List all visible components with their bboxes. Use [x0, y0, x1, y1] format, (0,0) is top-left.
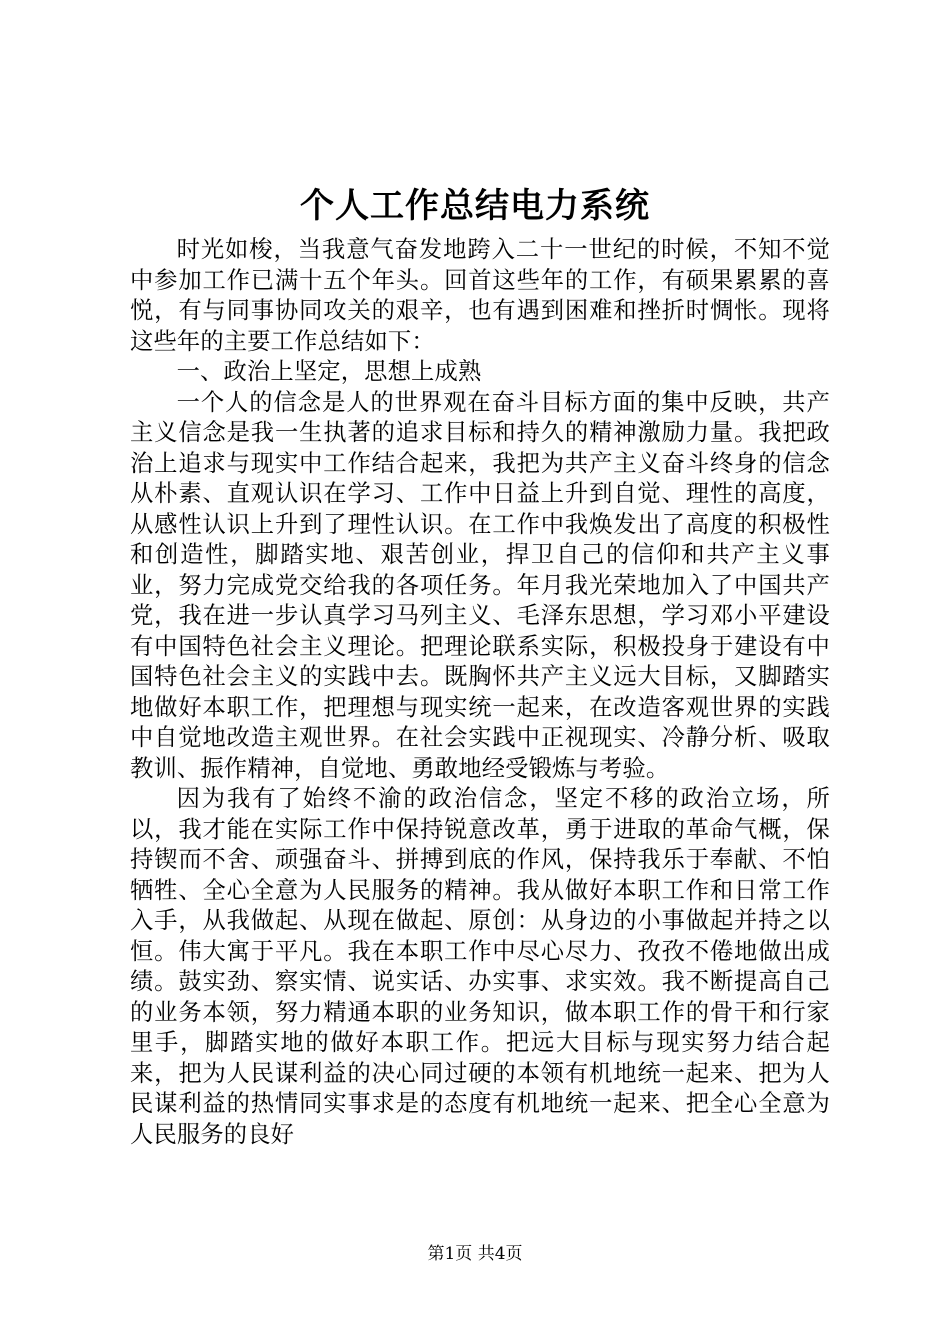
document-body [130, 235, 830, 1150]
paragraph-belief: 一个人的信念是人的世界观在奋斗目标方面的集中反映，共产主义信念是我一生执著的追求目标和持久的精神激励力量。我把政治上追求与现实中工作结合起来，我把为共产主义奋斗终身的信念从朴素、直观认识在学习、工作中日益上升到自觉、理性的高度，从感性认识上升到了理性认识。在工作中我焕发出了高度的积极性和创造性，脚踏实地、艰苦创业，捍卫自己的信仰和共产主义事业，努力完成党交给我的各项任务。年月我光荣地加入了中国共产党，我在进一步认真学习马列主义、毛泽东思想，学习邓小平建设有中国特色社会主义理论。把理论联系实际，积极投身于建设有中国特色社会主义的实践中去。既胸怀共产主义远大目标，又脚踏实地做好本职工作，把理想与现实统一起来，在改造客观世界的实践中自觉地改造主观世界。在社会实践中正视现实、冷静分析、吸取教训、振作精神，自觉地、勇敢地经受锻炼与考验。 [130, 388, 830, 782]
page-footer: 第1页 共4页 [427, 1244, 523, 1264]
paragraph-conviction: 因为我有了始终不渝的政治信念，坚定不移的政治立场，所以，我才能在实际工作中保持锐意改革，勇于进取的革命气概，保持锲而不舍、顽强奋斗、拼搏到底的作风，保持我乐于奉献、不怕牺牲、全心全意为人民服务的精神。我从做好本职工作和日常工作入手，从我做起、从现在做起、原创：从身边的小事做起并持之以恒。伟大寓于平凡。我在本职工作中尽心尽力、孜孜不倦地做出成绩。鼓实劲、察实情、说实话、办实事、求实效。我不断提高自己的业务本领，努力精通本职的业务知识，做本职工作的骨干和行家里手，脚踏实地的做好本职工作。把远大目标与现实努力结合起来，把为人民谋利益的决心同过硬的本领有机地统一起来、把为人民谋利益的热情同实事求是的态度有机地统一起来、把全心全意为人民服务的良好 [130, 785, 830, 1148]
paragraph-intro: 时光如梭，当我意气奋发地跨入二十一世纪的时候，不知不觉中参加工作已满十五个年头。回首这些年的工作，有硕果累累的喜悦，有与同事协同攻关的艰辛，也有遇到困难和挫折时惆怅。现将这些年的主要工作总结如下： [130, 236, 830, 355]
document-title: 个人工作总结电力系统 [300, 186, 650, 226]
section-heading: 一、政治上坚定，思想上成熟 [176, 358, 482, 385]
